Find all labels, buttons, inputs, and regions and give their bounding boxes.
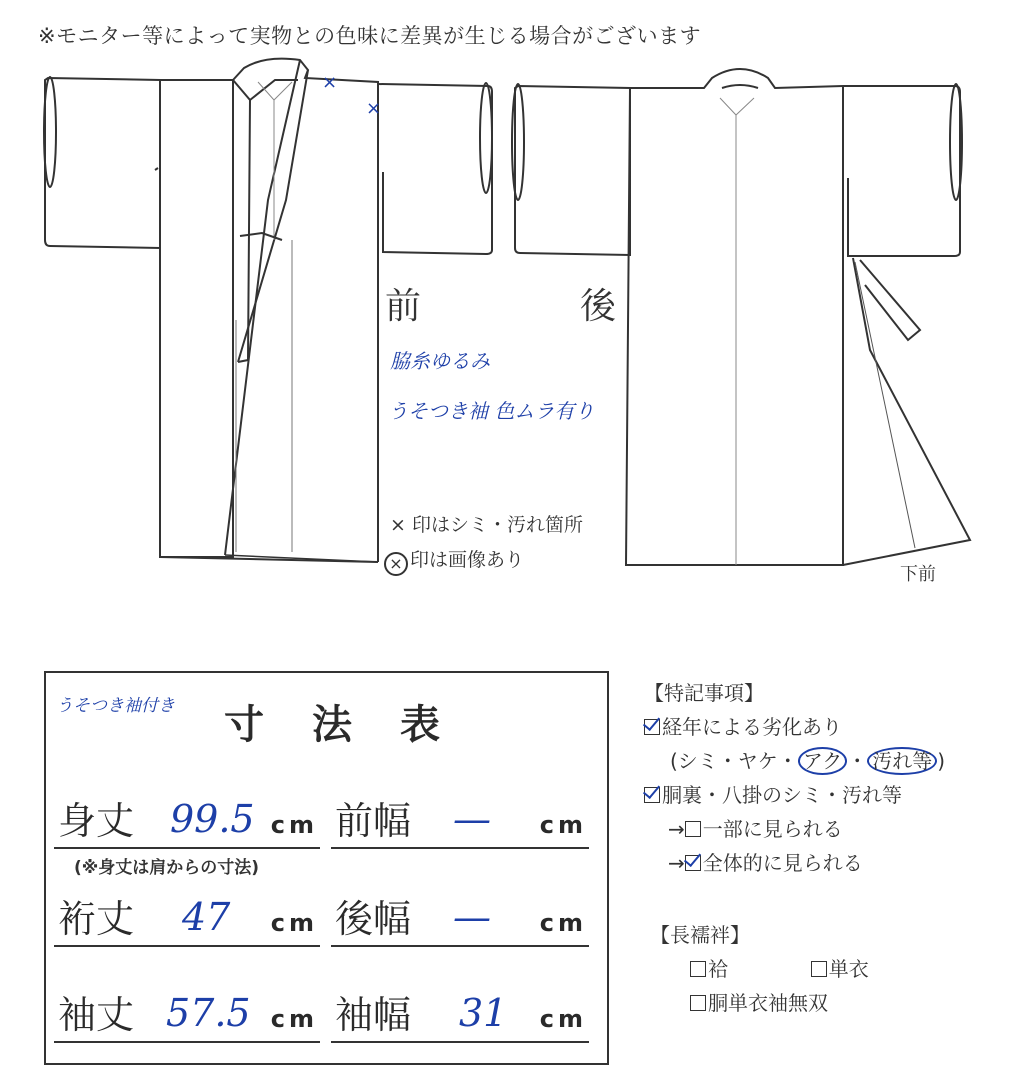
front-view-drawing	[44, 59, 492, 562]
legend-photo	[384, 545, 524, 576]
option-dohitoe: 胴単衣袖無双	[708, 991, 828, 1015]
value-maehaba: —	[453, 797, 491, 841]
under-front-label: 下前	[900, 564, 936, 585]
note-lining-label: 胴裏・八掛のシミ・汚れ等	[662, 783, 902, 807]
unit-sodehaba: cm	[539, 1005, 587, 1033]
note-overall	[644, 846, 945, 880]
legend-photo-text: 印は画像あり	[410, 549, 525, 571]
note-partial-label: 一部に見られる	[702, 817, 843, 841]
option-hitoe: 単衣	[828, 957, 869, 981]
detail-sep: ・	[847, 749, 868, 773]
checkbox-overall[interactable]	[685, 855, 701, 871]
row-sodetake	[54, 979, 320, 1043]
unit-ushirohaba: cm	[539, 909, 587, 937]
special-notes	[644, 676, 945, 880]
value-sodetake: 57.5	[166, 991, 251, 1035]
handwritten-note-sleeve: うそつき袖 色ムラ有り	[388, 399, 595, 423]
nagajuban-heading: 【長襦袢】	[650, 923, 750, 947]
arrow-icon: →	[668, 851, 685, 875]
circled-aku: アク	[798, 747, 847, 775]
checkbox-partial[interactable]	[685, 821, 701, 837]
detail-suffix: )	[937, 749, 946, 773]
front-label: 前	[385, 286, 422, 327]
special-notes-heading: 【特記事項】	[644, 681, 764, 705]
value-yukitake: 47	[182, 895, 231, 939]
arrow-icon: →	[668, 817, 685, 841]
measurement-table	[44, 671, 609, 1065]
circled-yogore: 汚れ等	[867, 747, 937, 775]
note-aging-label: 経年による劣化あり	[662, 715, 842, 739]
shoulder-note: (※身丈は肩からの寸法)	[74, 858, 260, 878]
checkbox-aging[interactable]	[644, 719, 660, 735]
back-label: 後	[580, 286, 617, 327]
row-maehaba	[331, 785, 589, 849]
label-maehaba: 前幅	[335, 799, 412, 843]
value-sodehaba: 31	[459, 991, 508, 1035]
nagajuban-row-1	[650, 952, 869, 986]
note-lining	[644, 778, 945, 812]
note-aging	[644, 710, 945, 744]
unit-sodetake: cm	[270, 1005, 318, 1033]
handwritten-note-seam: 脇糸ゆるみ	[390, 349, 490, 373]
label-mitake: 身丈	[58, 799, 135, 843]
row-mitake	[54, 785, 320, 849]
row-yukitake	[54, 883, 320, 947]
label-yukitake: 裄丈	[58, 897, 135, 941]
value-mitake: 99.5	[170, 797, 255, 841]
note-overall-label: 全体的に見られる	[702, 851, 863, 875]
note-aging-detail	[644, 744, 945, 778]
circled-x-icon: ×	[384, 552, 408, 576]
stain-mark-1: ×	[322, 72, 338, 93]
row-ushirohaba	[331, 883, 589, 947]
table-handwritten-note: うそつき袖付き	[56, 696, 175, 716]
checkbox-dohitoe[interactable]	[690, 995, 706, 1011]
label-sodetake: 袖丈	[58, 993, 135, 1037]
unit-mitake: cm	[270, 811, 318, 839]
legend-stain: × 印はシミ・汚れ箇所	[390, 514, 583, 536]
disclaimer-text: ※モニター等によって実物との色味に差異が生じる場合がございます	[38, 24, 702, 48]
checkbox-awase[interactable]	[690, 961, 706, 977]
table-title: 寸法表	[224, 702, 488, 748]
detail-prefix: (シミ・ヤケ・	[670, 749, 798, 773]
unit-maehaba: cm	[539, 811, 587, 839]
nagajuban-section	[650, 918, 869, 1020]
stain-mark-2: ×	[366, 98, 382, 119]
checkbox-lining[interactable]	[644, 787, 660, 803]
label-sodehaba: 袖幅	[335, 993, 412, 1037]
unit-yukitake: cm	[270, 909, 318, 937]
option-awase: 袷	[708, 957, 728, 981]
note-partial	[644, 812, 945, 846]
value-ushirohaba: —	[453, 895, 491, 939]
nagajuban-row-2	[650, 986, 869, 1020]
checkbox-hitoe[interactable]	[811, 961, 827, 977]
label-ushirohaba: 後幅	[335, 897, 412, 941]
row-sodehaba	[331, 979, 589, 1043]
